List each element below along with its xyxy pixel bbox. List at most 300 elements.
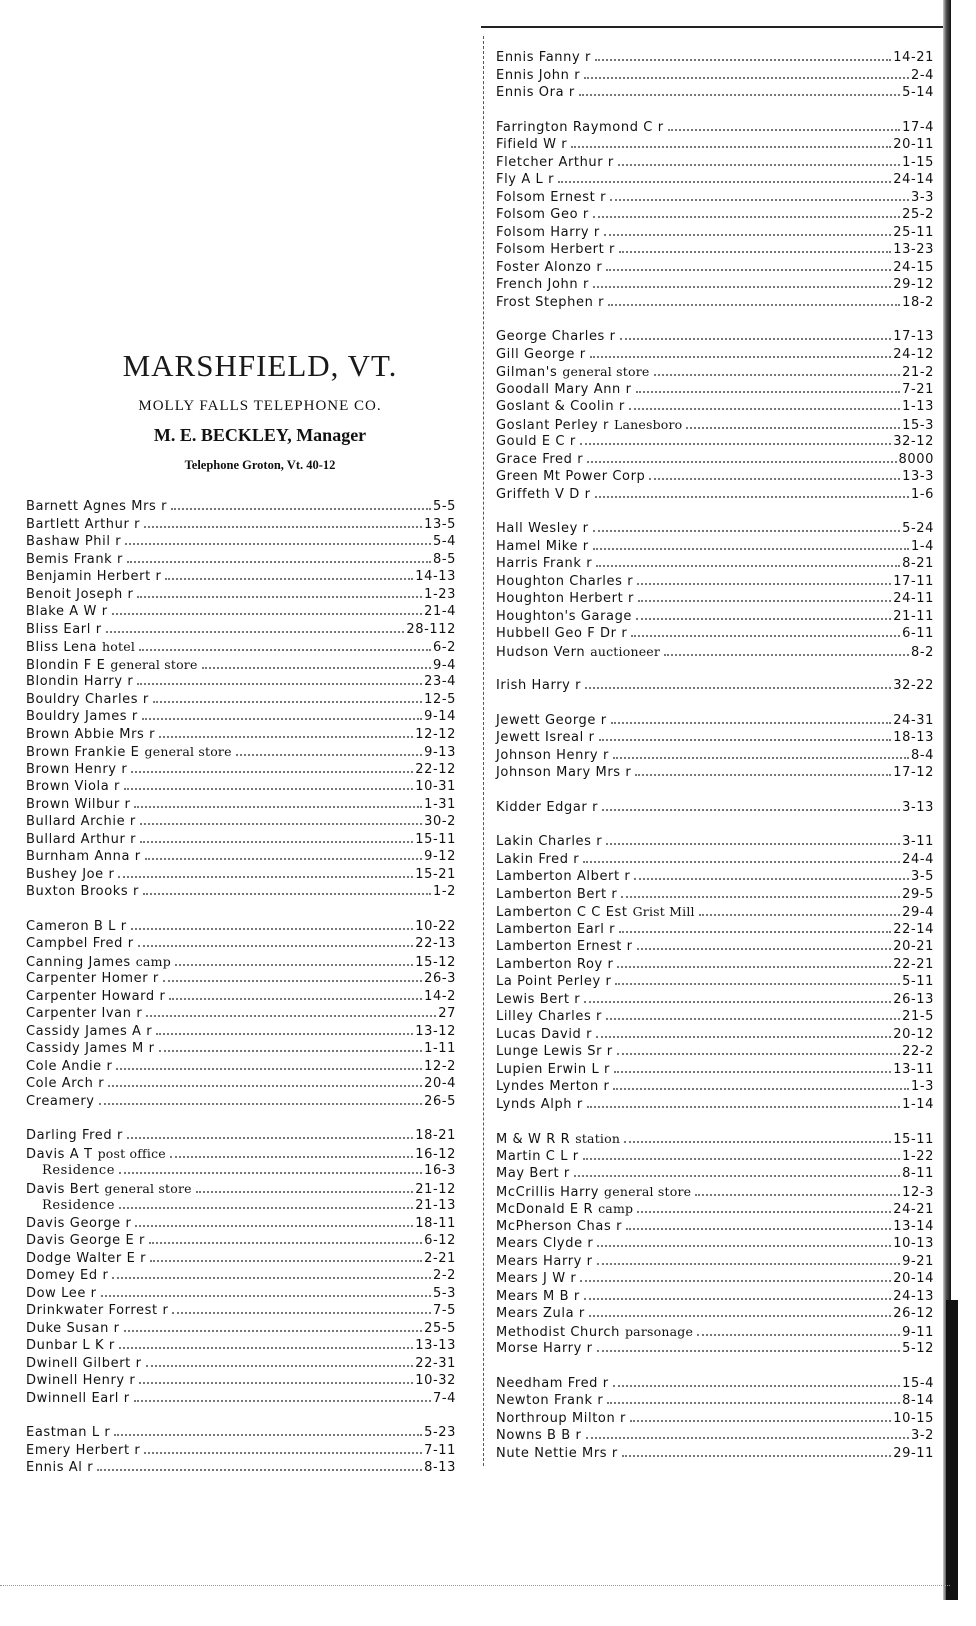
subscriber-name: Cole Arch r xyxy=(26,1076,105,1091)
subscriber-name: Frost Stephen r xyxy=(496,294,605,310)
dot-leader xyxy=(595,59,891,61)
phone-number: 32-22 xyxy=(893,678,934,693)
phone-number: 25-11 xyxy=(893,224,934,240)
dot-leader xyxy=(172,1312,431,1314)
listing-entry xyxy=(26,534,456,552)
listing-entry xyxy=(26,1321,456,1339)
listing-entry xyxy=(496,137,934,155)
dot-leader xyxy=(169,998,422,1000)
subscriber-name: Davis Bert xyxy=(26,1181,100,1197)
phone-number: 1-11 xyxy=(424,1041,456,1056)
dot-leader xyxy=(617,1053,900,1055)
listing-entry xyxy=(26,1303,456,1321)
dot-leader xyxy=(593,286,891,288)
phone-number: 24-12 xyxy=(893,346,934,362)
phone-number: 15-4 xyxy=(902,1375,934,1391)
listing-entry xyxy=(26,552,456,570)
listing-entry xyxy=(496,417,934,435)
subscriber-name: Nowns B B r xyxy=(496,1428,582,1443)
dot-leader xyxy=(131,928,414,930)
subscriber-name: Blondin Harry r xyxy=(26,674,134,689)
phone-number: 1-3 xyxy=(910,1079,934,1094)
dot-leader xyxy=(622,1455,891,1457)
listing-entry xyxy=(26,1024,456,1042)
phone-number: 9-14 xyxy=(424,709,456,724)
subscriber-name: George Charles r xyxy=(496,329,616,344)
phone-number: 8-13 xyxy=(424,1460,456,1475)
listing-entry xyxy=(26,1251,456,1269)
listing-entry xyxy=(26,587,456,605)
dot-leader xyxy=(593,530,901,532)
phone-number: 3-11 xyxy=(902,834,934,849)
listing-entry xyxy=(496,1184,934,1202)
subscriber-name: Newton Frank r xyxy=(496,1393,604,1408)
listing-entry xyxy=(26,814,456,832)
subscriber-name: Lunge Lewis Sr r xyxy=(496,1044,613,1059)
listing-entry xyxy=(496,1324,934,1342)
subscriber-description: post office xyxy=(97,1145,166,1161)
dot-leader xyxy=(580,1280,891,1282)
subscriber-name: Bashaw Phil r xyxy=(26,534,122,549)
phone-number: 23-4 xyxy=(424,674,456,689)
phone-number: 1-4 xyxy=(910,538,934,554)
listing-entry xyxy=(496,1079,934,1097)
phone-number: 25-5 xyxy=(424,1320,456,1336)
phone-number: 12-2 xyxy=(424,1058,456,1074)
manager-name: M. E. BECKLEY, Manager xyxy=(153,425,367,445)
phone-number: 3-2 xyxy=(910,1428,934,1443)
listing-entry xyxy=(496,277,934,295)
dot-leader xyxy=(116,1068,422,1070)
subscriber-name: Cassidy James A r xyxy=(26,1023,153,1039)
phone-number: 22-14 xyxy=(893,921,934,937)
listing-entry xyxy=(26,1076,456,1094)
dot-leader xyxy=(636,618,891,620)
listing-entry xyxy=(26,1163,456,1181)
phone-number: 22-12 xyxy=(415,761,456,777)
phone-number: 21-5 xyxy=(902,1009,934,1024)
dot-leader xyxy=(196,1191,413,1193)
phone-number: 8-4 xyxy=(910,747,934,763)
listing-entry xyxy=(496,992,934,1010)
subscriber-name: Carpenter Ivan r xyxy=(26,1006,143,1021)
subscriber-name: Dow Lee r xyxy=(26,1285,97,1301)
subscriber-name: Houghton's Garage xyxy=(496,608,633,624)
phone-number: 22-21 xyxy=(893,956,934,972)
subscriber-name: Barnett Agnes Mrs r xyxy=(26,499,168,514)
subscriber-name: Domey Ed r xyxy=(26,1268,109,1283)
listing-entry xyxy=(496,800,934,818)
listing-entry xyxy=(26,692,456,710)
dot-leader xyxy=(124,1330,423,1332)
subscriber-name: Lucas David r xyxy=(496,1026,593,1042)
dot-leader xyxy=(145,858,422,860)
listing-entry xyxy=(496,1446,934,1464)
subscriber-description: general store xyxy=(144,744,232,759)
dot-leader xyxy=(602,809,900,811)
listing-entry xyxy=(26,604,456,622)
dot-leader xyxy=(159,736,413,738)
dot-leader xyxy=(587,461,896,463)
dot-leader xyxy=(613,1385,900,1387)
listing-entry xyxy=(26,1216,456,1234)
phone-number: 26-12 xyxy=(893,1306,934,1321)
listing-entry xyxy=(496,190,934,208)
listing-entry xyxy=(26,499,456,517)
phone-number: 26-3 xyxy=(424,971,456,986)
subscriber-name: Mears Clyde r xyxy=(496,1236,594,1251)
listing-entry xyxy=(496,1271,934,1289)
subscriber-name: Buxton Brooks r xyxy=(26,884,139,899)
phone-number: 6-11 xyxy=(902,626,934,641)
listing-entry xyxy=(496,521,934,539)
subscriber-name: Green Mt Power Corp xyxy=(496,469,646,484)
phone-number: 12-12 xyxy=(415,726,456,742)
section-gap xyxy=(496,1114,934,1131)
dot-leader xyxy=(593,548,909,550)
dot-leader xyxy=(637,948,892,950)
subscriber-name: Cole Andie r xyxy=(26,1058,113,1074)
subscriber-name: Bouldry James r xyxy=(26,709,138,724)
listing-entry xyxy=(496,487,934,505)
phone-number: 5-14 xyxy=(902,85,934,100)
listing-entry xyxy=(26,1094,456,1112)
dot-leader xyxy=(583,1158,900,1160)
phone-number: 8-5 xyxy=(432,551,456,567)
phone-number: 26-13 xyxy=(893,991,934,1007)
dot-leader xyxy=(615,983,900,985)
phone-number: 13-13 xyxy=(415,1338,456,1353)
phone-number: 20-4 xyxy=(424,1076,456,1091)
column-divider xyxy=(483,36,484,1466)
phone-number: 1-22 xyxy=(902,1148,934,1164)
subscriber-name: Ennis Ora r xyxy=(496,85,575,100)
phone-number: 22-31 xyxy=(415,1355,456,1371)
subscriber-name: Goodall Mary Ann r xyxy=(496,381,632,397)
phone-number: 13-3 xyxy=(902,469,934,484)
phone-number: 1-6 xyxy=(910,486,934,502)
subscriber-name: Benoit Joseph r xyxy=(26,586,134,602)
phone-number: 29-4 xyxy=(902,905,934,920)
listing-entry xyxy=(496,364,934,382)
listing-column-left xyxy=(26,499,456,1478)
dot-leader xyxy=(607,1402,900,1404)
listing-entry xyxy=(496,399,934,417)
section-gap xyxy=(26,1408,456,1425)
phone-number: 7-21 xyxy=(902,381,934,397)
dot-leader xyxy=(138,945,414,947)
listing-entry xyxy=(26,989,456,1007)
phone-number: 17-13 xyxy=(893,329,934,344)
subscriber-name: Gould E C r xyxy=(496,434,576,449)
phone-number: 20-12 xyxy=(893,1026,934,1042)
listing-entry xyxy=(26,797,456,815)
listing-entry xyxy=(496,1376,934,1394)
subscriber-name: Methodist Church xyxy=(496,1324,620,1340)
scan-edge-shadow-lower xyxy=(946,1300,958,1600)
phone-number: 5-11 xyxy=(902,974,934,989)
section-gap xyxy=(496,783,934,800)
subscriber-name: Bullard Archie r xyxy=(26,814,136,829)
listing-entry xyxy=(496,609,934,627)
listing-entry xyxy=(26,971,456,989)
phone-number: 22-2 xyxy=(902,1044,934,1059)
dot-leader xyxy=(159,1050,423,1052)
dot-leader xyxy=(664,654,909,656)
subscriber-name: Griffeth V D r xyxy=(496,486,591,502)
listing-entry xyxy=(496,539,934,557)
subscriber-name: Needham Fred r xyxy=(496,1375,609,1391)
subscriber-name: Bartlett Arthur r xyxy=(26,516,141,532)
subscriber-name: Dwinell Gilbert r xyxy=(26,1355,142,1371)
listing-column-right xyxy=(496,50,934,1463)
phone-number: 8-2 xyxy=(910,644,934,660)
subscriber-name: Eastman L r xyxy=(26,1425,111,1440)
listing-entry xyxy=(26,832,456,850)
listing-entry xyxy=(496,120,934,138)
subscriber-name: Bliss Earl r xyxy=(26,621,102,637)
listing-entry xyxy=(26,622,456,640)
phone-number: 5-5 xyxy=(432,499,456,514)
listing-entry xyxy=(496,957,934,975)
listing-entry xyxy=(496,1166,934,1184)
phone-number: 6-12 xyxy=(424,1233,456,1248)
listing-entry xyxy=(496,1306,934,1324)
subscriber-name: Duke Susan r xyxy=(26,1320,120,1336)
subscriber-name: Fly A L r xyxy=(496,172,555,187)
phone-number: 16-3 xyxy=(424,1163,456,1178)
dot-leader xyxy=(624,1141,891,1143)
phone-number: 15-11 xyxy=(893,1132,934,1147)
phone-number: 1-14 xyxy=(902,1096,934,1112)
subscriber-name: Burnham Anna r xyxy=(26,849,141,864)
dot-leader xyxy=(134,1400,431,1402)
dot-leader xyxy=(149,1242,422,1244)
dot-leader xyxy=(146,1365,414,1367)
listing-entry xyxy=(496,939,934,957)
phone-number: 21-2 xyxy=(902,365,934,380)
phone-number: 29-11 xyxy=(893,1445,934,1461)
phone-number: 20-11 xyxy=(893,137,934,152)
phone-number: 6-2 xyxy=(432,640,456,655)
listing-entry xyxy=(26,639,456,657)
phone-number: 2-4 xyxy=(910,67,934,83)
listing-entry xyxy=(26,569,456,587)
phone-number: 5-23 xyxy=(424,1425,456,1440)
listing-entry xyxy=(496,1219,934,1237)
section-gap xyxy=(26,902,456,919)
subscriber-name: Folsom Herbert r xyxy=(496,242,615,257)
subscriber-name: Brown Abbie Mrs r xyxy=(26,726,156,742)
phone-number: 8-21 xyxy=(902,556,934,571)
listing-entry xyxy=(26,1181,456,1199)
dot-leader xyxy=(119,1207,413,1209)
subscriber-name: Fifield W r xyxy=(496,137,568,152)
phone-number: 32-12 xyxy=(893,434,934,449)
dot-leader xyxy=(106,631,405,633)
section-gap xyxy=(26,1111,456,1128)
dot-leader xyxy=(114,1434,422,1436)
dot-leader xyxy=(686,427,900,429)
subscriber-name: Irish Harry r xyxy=(496,678,582,693)
dot-leader xyxy=(636,391,901,393)
subscriber-name: Johnson Mary Mrs r xyxy=(496,765,632,780)
subscriber-name: Lynds Alph r xyxy=(496,1096,583,1112)
subscriber-name: Folsom Ernest r xyxy=(496,189,607,205)
subscriber-name: Residence xyxy=(42,1163,116,1178)
phone-number: 1-31 xyxy=(424,796,456,812)
phone-number: 10-32 xyxy=(415,1373,456,1388)
listing-entry xyxy=(26,919,456,937)
listing-entry xyxy=(26,1373,456,1391)
dot-leader xyxy=(108,1085,422,1087)
dot-leader xyxy=(606,1018,900,1020)
dot-leader xyxy=(637,1211,891,1213)
subscriber-name: Bullard Arthur r xyxy=(26,831,137,847)
phone-number: 10-13 xyxy=(893,1236,934,1251)
subscriber-name: McCrillis Harry xyxy=(496,1184,600,1200)
listing-entry xyxy=(496,155,934,173)
listing-entry xyxy=(496,1254,934,1272)
subscriber-description: hotel xyxy=(102,639,136,654)
subscriber-name: French John r xyxy=(496,277,589,292)
listing-entry xyxy=(496,748,934,766)
dot-leader xyxy=(668,129,900,131)
subscriber-name: Ennis John r xyxy=(496,67,581,83)
dot-leader xyxy=(99,1103,422,1105)
listing-entry xyxy=(496,887,934,905)
subscriber-name: Carpenter Howard r xyxy=(26,988,166,1004)
phone-number: 21-12 xyxy=(415,1181,456,1197)
listing-entry xyxy=(26,1268,456,1286)
phone-number: 24-14 xyxy=(893,172,934,187)
listing-entry xyxy=(496,556,934,574)
dot-leader xyxy=(202,667,431,669)
dot-leader xyxy=(619,251,891,253)
subscriber-name: Davis George E r xyxy=(26,1233,146,1248)
phone-number: 9-4 xyxy=(432,657,456,673)
dot-leader xyxy=(156,1033,413,1035)
dot-leader xyxy=(637,583,891,585)
dot-leader xyxy=(144,1452,422,1454)
subscriber-name: Blondin F E xyxy=(26,657,106,673)
dot-leader xyxy=(606,269,891,271)
subscriber-name: Bushey Joe r xyxy=(26,866,115,882)
phone-number: 24-31 xyxy=(893,712,934,728)
subscriber-name: Lamberton Ernest r xyxy=(496,939,633,954)
dot-leader xyxy=(586,1437,909,1439)
phone-number: 14-13 xyxy=(415,569,456,584)
phone-number: 28-112 xyxy=(406,621,456,637)
phone-number: 12-5 xyxy=(424,691,456,707)
phone-number: 9-21 xyxy=(902,1253,934,1269)
subscriber-description: station xyxy=(575,1131,621,1146)
phone-number: 10-15 xyxy=(893,1410,934,1426)
subscriber-name: Cameron B L r xyxy=(26,918,127,934)
phone-number: 9-11 xyxy=(902,1324,934,1340)
subscriber-name: Gill George r xyxy=(496,346,586,362)
dot-leader xyxy=(142,718,422,720)
listing-entry xyxy=(26,744,456,762)
town-title: MARSHFIELD, VT. xyxy=(122,348,398,383)
subscriber-name: Brown Viola r xyxy=(26,779,120,794)
section-gap xyxy=(496,696,934,713)
subscriber-name: M & W R R xyxy=(496,1132,571,1147)
listing-entry xyxy=(496,1027,934,1045)
dot-leader xyxy=(571,146,891,148)
subscriber-description: parsonage xyxy=(624,1323,694,1339)
dot-leader xyxy=(140,823,422,825)
dot-leader xyxy=(163,980,422,982)
subscriber-name: Jewett George r xyxy=(496,712,607,728)
subscriber-name: Benjamin Herbert r xyxy=(26,569,162,584)
company-name: MOLLY FALLS TELEPHONE CO. xyxy=(138,398,382,414)
subscriber-description: general store xyxy=(604,1183,692,1199)
listing-entry xyxy=(496,295,934,313)
phone-number: 18-2 xyxy=(902,294,934,310)
dot-leader xyxy=(127,561,431,563)
dot-leader xyxy=(119,1172,422,1174)
subscriber-name: Gilman's xyxy=(496,365,558,380)
dot-leader xyxy=(135,1225,413,1227)
dot-leader xyxy=(584,1001,891,1003)
phone-number: 24-4 xyxy=(902,851,934,867)
listing-entry xyxy=(26,1391,456,1409)
listing-entry xyxy=(496,1289,934,1307)
dot-leader xyxy=(599,739,892,741)
subscriber-description: auctioneer xyxy=(590,643,661,659)
dot-leader xyxy=(583,861,900,863)
dot-leader xyxy=(638,600,891,602)
listing-entry xyxy=(496,591,934,609)
phone-number: 3-5 xyxy=(910,869,934,884)
subscriber-name: Lupien Erwin L r xyxy=(496,1061,610,1077)
dot-leader xyxy=(604,234,891,236)
listing-entry xyxy=(496,765,934,783)
phone-number: 29-5 xyxy=(902,886,934,902)
listing-entry xyxy=(26,1198,456,1216)
subscriber-name: Emery Herbert r xyxy=(26,1442,141,1458)
listing-entry xyxy=(26,954,456,972)
listing-entry xyxy=(496,1393,934,1411)
dot-leader xyxy=(635,774,891,776)
subscriber-name: Northroup Milton r xyxy=(496,1410,627,1426)
subscriber-name: Foster Alonzo r xyxy=(496,259,603,275)
subscriber-name: Darling Fred r xyxy=(26,1128,123,1143)
subscriber-name: Ennis Fanny r xyxy=(496,50,591,65)
phone-number: 13-23 xyxy=(893,242,934,257)
subscriber-name: McPherson Chas r xyxy=(496,1218,623,1234)
subscriber-name: Bliss Lena xyxy=(26,640,98,655)
dot-leader xyxy=(610,199,909,201)
subscriber-name: Harris Frank r xyxy=(496,556,593,571)
listing-entry xyxy=(26,657,456,675)
phone-number: 7-4 xyxy=(432,1390,456,1406)
subscriber-name: Johnson Henry r xyxy=(496,747,609,763)
section-gap xyxy=(496,1359,934,1376)
dot-leader xyxy=(146,1015,436,1017)
phone-number: 21-11 xyxy=(893,608,934,624)
phone-number: 17-12 xyxy=(893,765,934,780)
listing-entry xyxy=(26,709,456,727)
scan-bottom-edge xyxy=(0,1585,950,1586)
subscriber-name: Mears J W r xyxy=(496,1271,577,1286)
listing-entry xyxy=(496,1044,934,1062)
listing-entry xyxy=(496,713,934,731)
dot-leader xyxy=(596,1036,891,1038)
subscriber-name: La Point Perley r xyxy=(496,974,612,989)
dot-leader xyxy=(236,754,422,756)
